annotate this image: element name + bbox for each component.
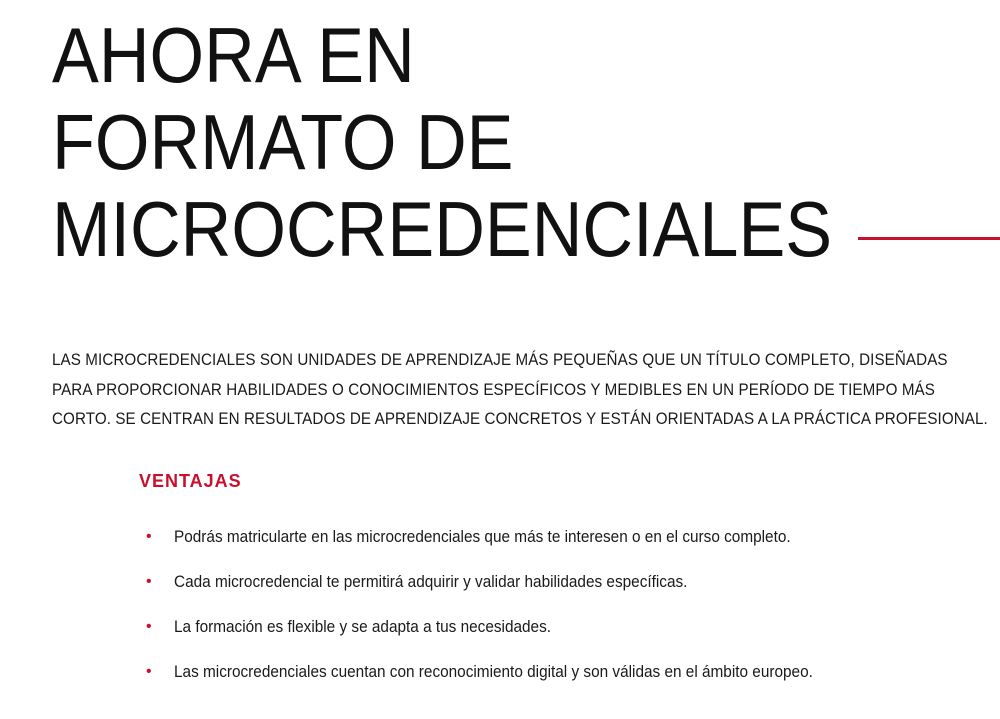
page-title-line-2: FORMATO DE — [52, 98, 514, 186]
page-title — [52, 12, 832, 273]
benefit-text: Las microcredenciales cuentan con reconocimiento digital y son válidas en el ámbito europeo. — [174, 663, 813, 681]
benefits-list — [139, 524, 959, 704]
bullet-icon: • — [146, 663, 152, 680]
page-title-line-3: MICROCREDENCIALES — [52, 185, 833, 273]
bullet-icon: • — [146, 528, 152, 545]
list-item — [139, 659, 959, 704]
bullet-icon: • — [146, 618, 152, 635]
bullet-icon: • — [146, 573, 152, 590]
benefits-heading: VENTAJAS — [139, 471, 242, 491]
page-title-line-1: AHORA EN — [52, 11, 415, 99]
benefit-text: Podrás matricularte en las microcredenciales que más te interesen o en el curso completo. — [174, 528, 791, 546]
benefit-text: La formación es flexible y se adapta a tus necesidades. — [174, 618, 552, 636]
benefit-text: Cada microcredencial te permitirá adquirir y validar habilidades específicas. — [174, 573, 688, 591]
list-item — [139, 524, 959, 569]
list-item — [139, 569, 959, 614]
accent-divider — [858, 237, 1000, 240]
list-item — [139, 614, 959, 659]
intro-paragraph: LAS MICROCREDENCIALES SON UNIDADES DE APRENDIZAJE MÁS PEQUEÑAS QUE UN TÍTULO COMPLETO, DISEÑADAS PARA PROPORCIONAR HABILIDADES O CONOCIMIENTOS ESPECÍFICOS Y MEDIBLES EN UN PERÍODO DE TIEMPO MÁS CORTO. SE CENTRAN EN RESULTADOS DE APRENDIZAJE CONCRETOS Y ESTÁN ORIENTADAS A LA PRÁCTICA PROFESIONAL. — [52, 351, 988, 428]
